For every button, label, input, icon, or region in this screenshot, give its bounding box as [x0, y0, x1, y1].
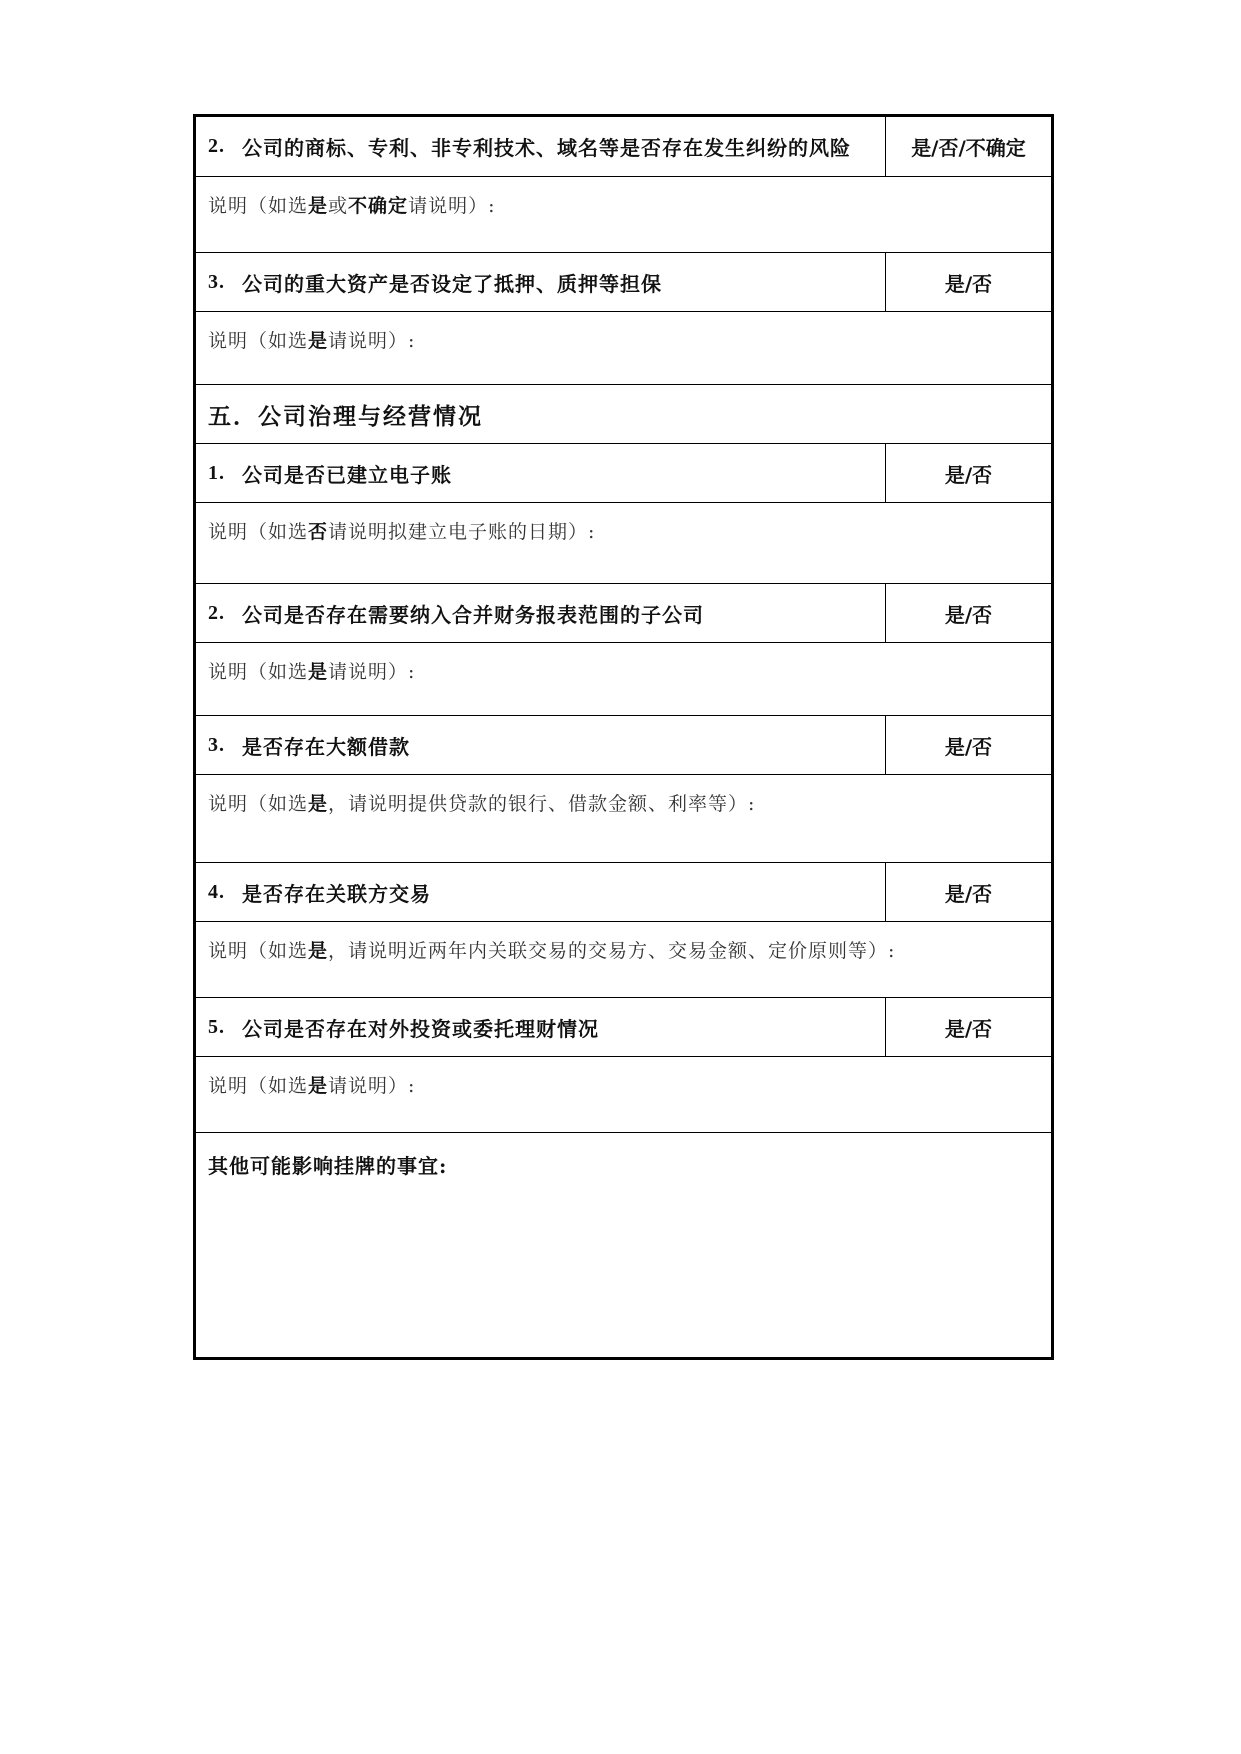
answer-options[interactable]: 是/否	[885, 716, 1051, 774]
disclosure-form-table	[193, 114, 1054, 1360]
question-text	[196, 117, 885, 176]
question-row-subsidiary	[196, 583, 1051, 642]
answer-options[interactable]: 是/否/不确定	[885, 117, 1051, 176]
note-prefix: 说明（如选	[208, 661, 309, 683]
question-row-ip-dispute	[196, 117, 1051, 176]
other-matters-label: 其他可能影响挂牌的事宜:	[208, 1154, 448, 1178]
note-highlight: 是	[308, 793, 329, 815]
note-row-large-loan[interactable]	[196, 774, 1051, 862]
note-highlight-uncertain: 不确定	[348, 195, 409, 217]
question-text	[196, 863, 885, 921]
question-row-large-loan	[196, 715, 1051, 774]
note-suffix: 请说明）:	[328, 661, 416, 683]
note-prefix: 说明（如选	[208, 940, 309, 962]
question-label: 是否存在关联方交易	[242, 881, 431, 906]
note-row-subsidiary[interactable]	[196, 642, 1051, 715]
question-text	[196, 716, 885, 774]
answer-options[interactable]: 是/否	[885, 863, 1051, 921]
question-label: 公司的重大资产是否设定了抵押、质押等担保	[242, 271, 662, 296]
note-highlight-yes: 是	[308, 195, 329, 217]
note-row-related-party[interactable]	[196, 921, 1051, 997]
question-number: 2.	[208, 601, 225, 624]
question-number: 3.	[208, 270, 225, 293]
question-number: 2.	[208, 135, 225, 157]
note-highlight: 是	[308, 1075, 329, 1097]
note-row-electronic-ledger[interactable]	[196, 502, 1051, 583]
question-text	[196, 998, 885, 1056]
note-suffix: 请说明拟建立电子账的日期）:	[328, 521, 596, 543]
note-suffix: ，请说明提供贷款的银行、借款金额、利率等）:	[328, 793, 756, 815]
question-number: 4.	[208, 880, 225, 903]
note-prefix: 说明（如选	[208, 195, 309, 217]
question-row-external-investment	[196, 997, 1051, 1056]
note-prefix: 说明（如选	[208, 521, 309, 543]
question-label: 公司是否存在对外投资或委托理财情况	[242, 1016, 599, 1041]
question-number: 1.	[208, 461, 225, 484]
answer-options[interactable]: 是/否	[885, 584, 1051, 642]
note-row-external-investment[interactable]	[196, 1056, 1051, 1132]
question-text	[196, 584, 885, 642]
note-row-ip-dispute[interactable]	[196, 176, 1051, 252]
question-label: 公司的商标、专利、非专利技术、域名等是否存在发生纠纷的风险	[242, 136, 851, 160]
note-highlight: 是	[308, 661, 329, 683]
note-highlight: 否	[308, 521, 329, 543]
note-row-asset-pledge[interactable]	[196, 311, 1051, 384]
note-connector: 或	[328, 195, 349, 217]
question-number: 3.	[208, 733, 225, 756]
other-matters-field[interactable]	[196, 1132, 1051, 1357]
note-prefix: 说明（如选	[208, 793, 309, 815]
question-row-electronic-ledger	[196, 443, 1051, 502]
answer-options[interactable]: 是/否	[885, 998, 1051, 1056]
question-number: 5.	[208, 1015, 225, 1038]
question-label: 公司是否存在需要纳入合并财务报表范围的子公司	[242, 602, 704, 627]
note-prefix: 说明（如选	[208, 330, 309, 352]
note-suffix: ，请说明近两年内关联交易的交易方、交易金额、定价原则等）:	[328, 940, 896, 962]
question-row-related-party	[196, 862, 1051, 921]
note-highlight: 是	[308, 940, 329, 962]
question-text	[196, 253, 885, 311]
note-suffix: 请说明）:	[328, 1075, 416, 1097]
question-label: 公司是否已建立电子账	[242, 462, 452, 487]
note-prefix: 说明（如选	[208, 1075, 309, 1097]
note-highlight: 是	[308, 330, 329, 352]
question-text	[196, 444, 885, 502]
question-row-asset-pledge	[196, 252, 1051, 311]
question-label: 是否存在大额借款	[242, 734, 410, 759]
note-suffix: 请说明）:	[408, 195, 496, 217]
section-heading: 五．公司治理与经营情况	[196, 384, 1051, 443]
note-suffix: 请说明）:	[328, 330, 416, 352]
answer-options[interactable]: 是/否	[885, 253, 1051, 311]
answer-options[interactable]: 是/否	[885, 444, 1051, 502]
